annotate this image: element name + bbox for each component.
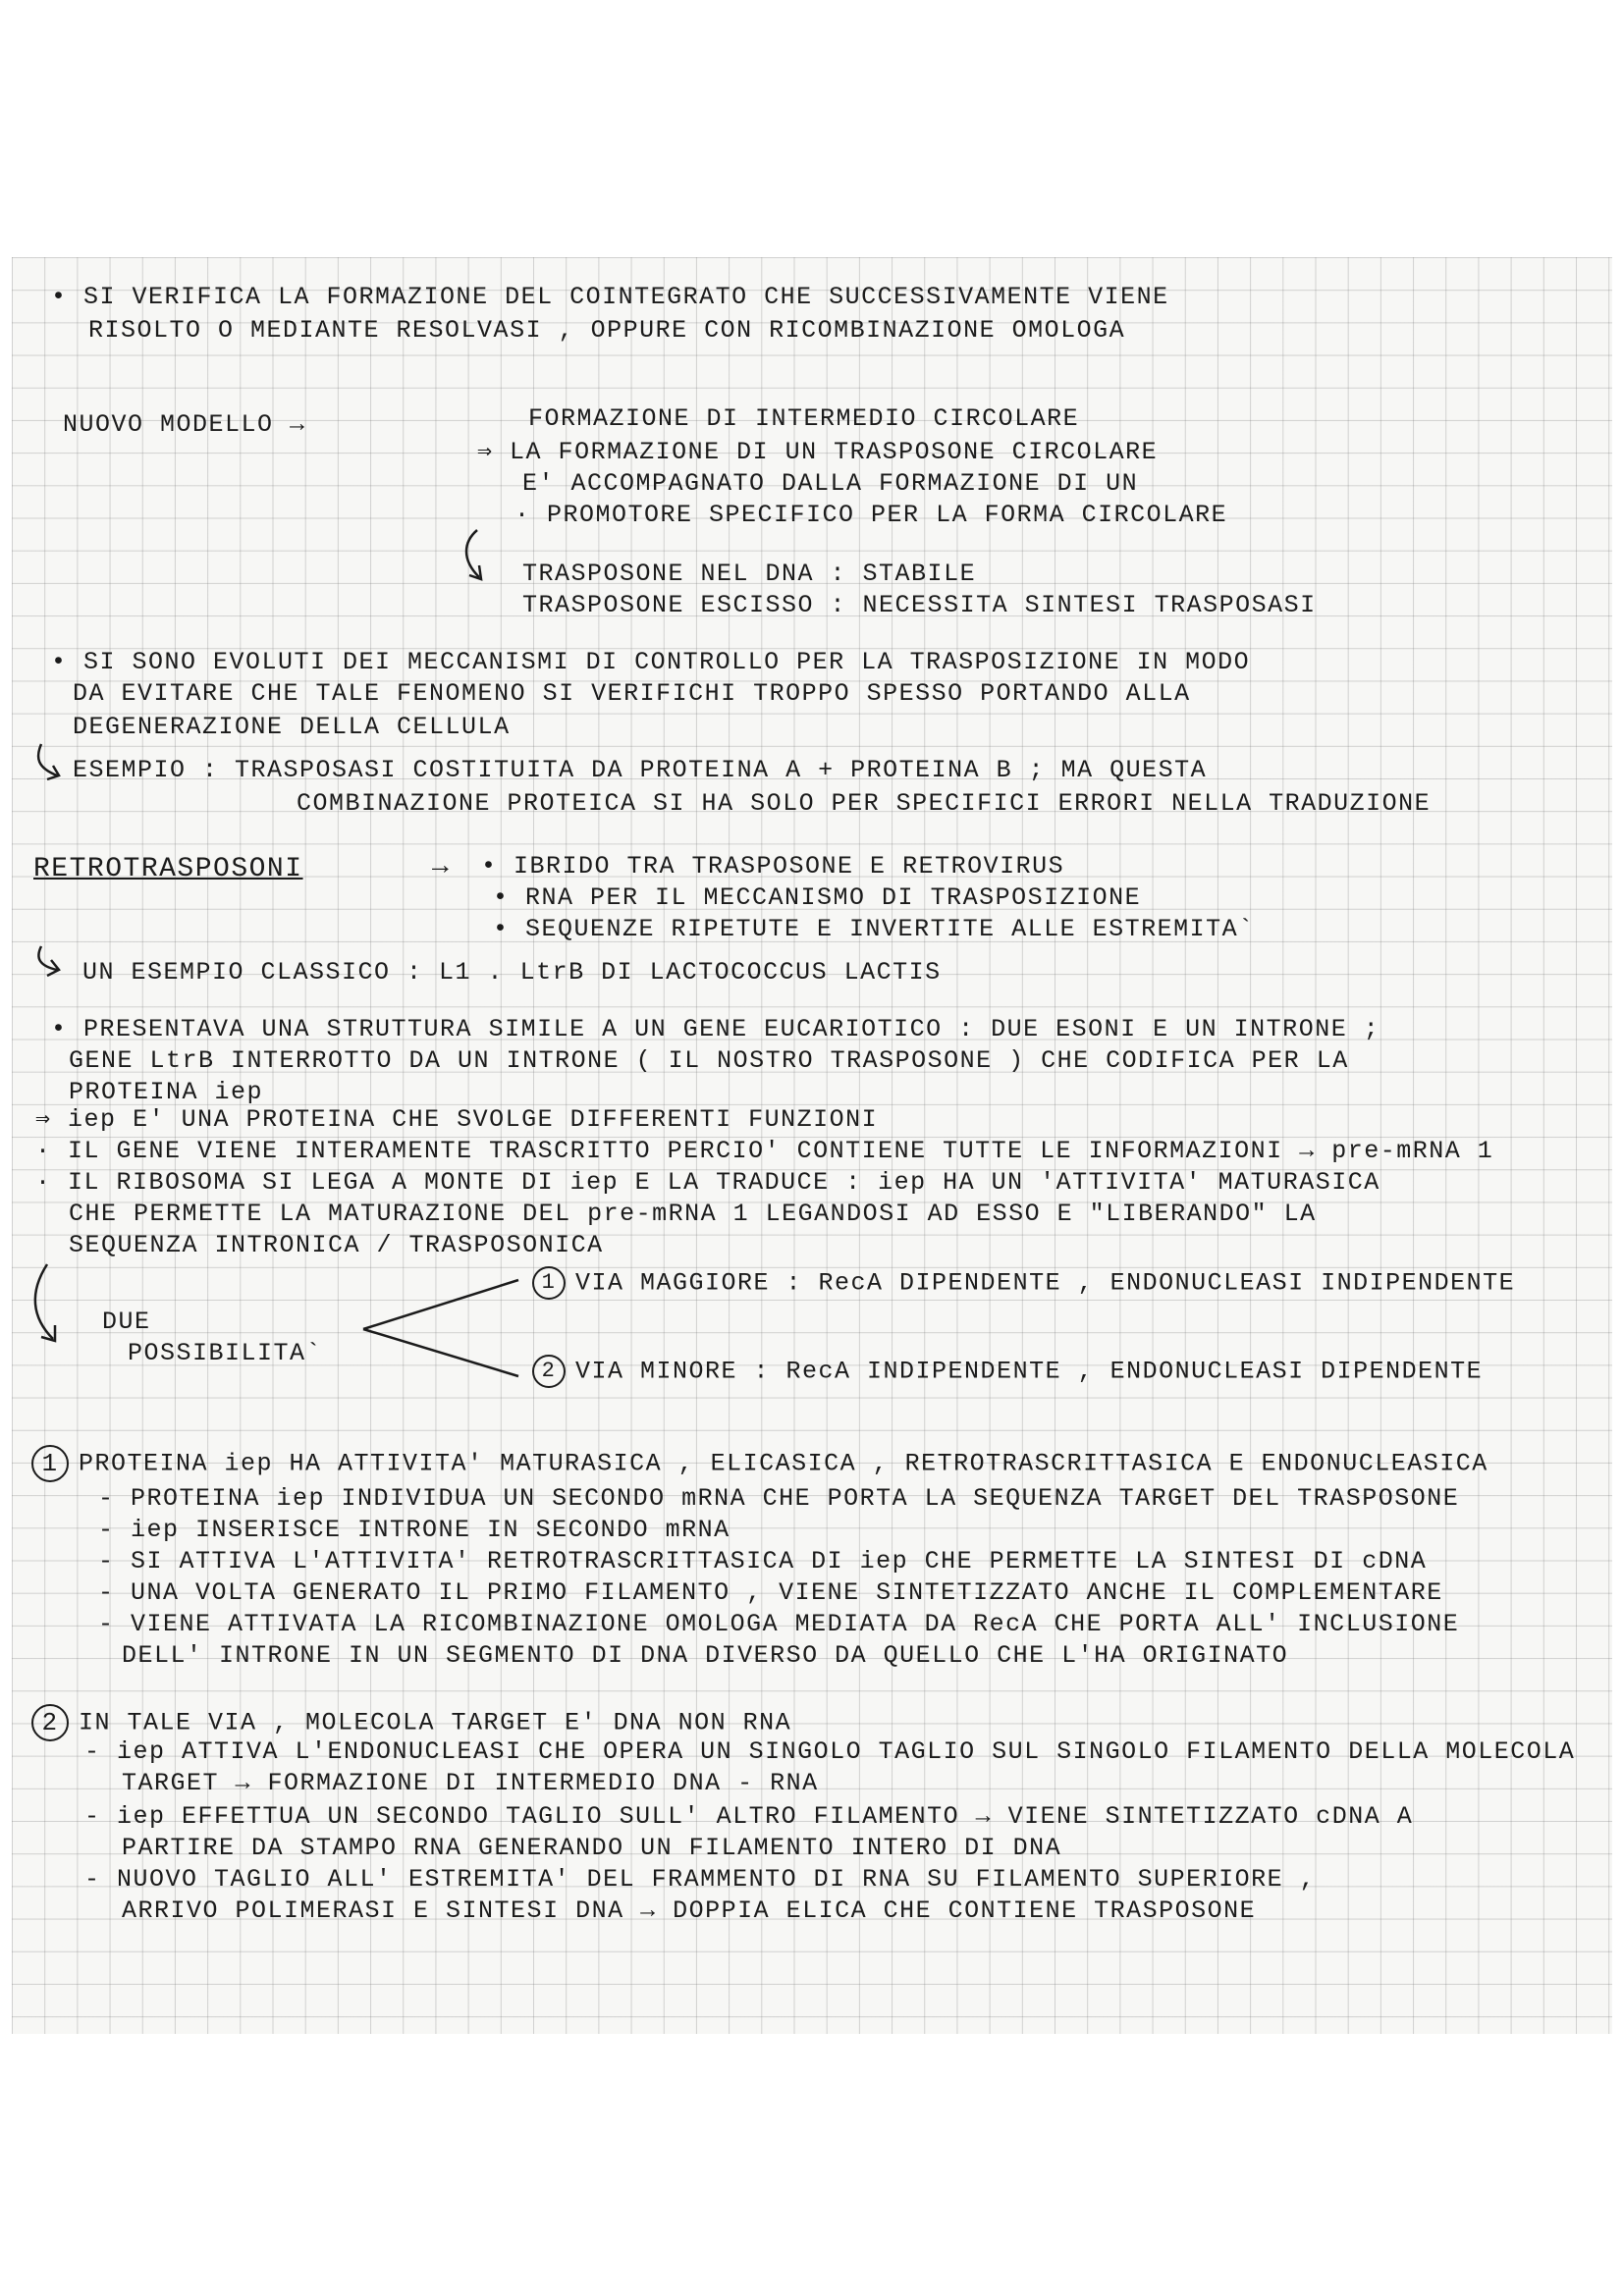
note-line: SEQUENZA INTRONICA / TRASPOSONICA [69, 1231, 604, 1259]
note-line: ESEMPIO : TRASPOSASI COSTITUITA DA PROTEINA A + PROTEINA B ; MA QUESTA [73, 756, 1208, 784]
note-line: · IL RIBOSOMA SI LEGA A MONTE DI iep E LA TRADUCE : iep HA UN 'ATTIVITA' MATURASICA [35, 1168, 1380, 1197]
number-2-circle: 2 [31, 1704, 69, 1741]
note-line: PROTEINA iep [69, 1078, 264, 1106]
number-2-circle: 2 [532, 1355, 566, 1388]
via-minore [532, 1355, 1483, 1388]
note-line: RISOLTO O MEDIANTE RESOLVASI , OPPURE CON RICOMBINAZIONE OMOLOGA [88, 316, 1126, 345]
note-line: COMBINAZIONE PROTEICA SI HA SOLO PER SPECIFICI ERRORI NELLA TRADUZIONE [297, 789, 1432, 818]
note-line: • SI VERIFICA LA FORMAZIONE DEL COINTEGRATO CHE SUCCESSIVAMENTE VIENE [51, 283, 1169, 311]
note-line: TRASPOSONE ESCISSO : NECESSITA SINTESI TRASPOSASI [522, 591, 1317, 619]
number-1-circle: 1 [31, 1445, 69, 1482]
note-line: DA EVITARE CHE TALE FENOMENO SI VERIFICHI TROPPO SPESSO PORTANDO ALLA [73, 679, 1191, 708]
note-line: - iep EFFETTUA UN SECONDO TAGLIO SULL' ALTRO FILAMENTO → VIENE SINTETIZZATO cDNA A [84, 1802, 1414, 1831]
note-line: CHE PERMETTE LA MATURAZIONE DEL pre-mRNA 1 LEGANDOSI AD ESSO E "LIBERANDO" LA [69, 1200, 1317, 1228]
via2-heading [31, 1704, 791, 1741]
note-line: GENE LtrB INTERROTTO DA UN INTRONE ( IL NOSTRO TRASPOSONE ) CHE CODIFICA PER LA [69, 1046, 1349, 1075]
curved-arrow-icon [456, 528, 495, 589]
note-line: PARTIRE DA STAMPO RNA GENERANDO UN FILAMENTO INTERO DI DNA [122, 1834, 1062, 1862]
note-line: TRASPOSONE NEL DNA : STABILE [522, 560, 977, 588]
note-line: - NUOVO TAGLIO ALL' ESTREMITA' DEL FRAMMENTO DI RNA SU FILAMENTO SUPERIORE , [84, 1865, 1317, 1894]
arrow-icon: → [432, 852, 451, 882]
note-line: DEGENERAZIONE DELLA CELLULA [73, 713, 511, 741]
note-line: ARRIVO POLIMERASI E SINTESI DNA → DOPPIA ELICA CHE CONTIENE TRASPOSONE [122, 1896, 1257, 1925]
note-line: E' ACCOMPAGNATO DALLA FORMAZIONE DI UN [522, 469, 1139, 498]
note-line: ⇒ iep E' UNA PROTEINA CHE SVOLGE DIFFERENTI FUNZIONI [35, 1105, 879, 1134]
note-line: DELL' INTRONE IN UN SEGMENTO DI DNA DIVERSO DA QUELLO CHE L'HA ORIGINATO [122, 1641, 1289, 1670]
note-line: - iep INSERISCE INTRONE IN SECONDO mRNA [98, 1516, 730, 1544]
branch-lines [361, 1272, 528, 1380]
note-line: - iep ATTIVA L'ENDONUCLEASI CHE OPERA UN SINGOLO TAGLIO SUL SINGOLO FILAMENTO DELLA MOLECOLA [84, 1737, 1576, 1766]
note-line: • SI SONO EVOLUTI DEI MECCANISMI DI CONTROLLO PER LA TRASPOSIZIONE IN MODO [51, 648, 1251, 676]
via-maggiore [532, 1266, 1515, 1300]
note-line: • SEQUENZE RIPETUTE E INVERTITE ALLE ESTREMITA` [493, 915, 1255, 943]
note-line: - PROTEINA iep INDIVIDUA UN SECONDO mRNA CHE PORTA LA SEQUENZA TARGET DEL TRASPOSONE [98, 1484, 1460, 1513]
note-line: • IBRIDO TRA TRASPOSONE E RETROVIRUS [481, 852, 1065, 881]
note-line: - VIENE ATTIVATA LA RICOMBINAZIONE OMOLOGA MEDIATA DA RecA CHE PORTA ALL' INCLUSIONE [98, 1610, 1460, 1638]
note-line: • PRESENTAVA UNA STRUTTURA SIMILE A UN GENE EUCARIOTICO : DUE ESONI E UN INTRONE ; [51, 1015, 1380, 1043]
via1-heading [31, 1445, 1488, 1482]
possibilita-label: DUE [102, 1308, 151, 1336]
note-line: FORMAZIONE DI INTERMEDIO CIRCOLARE [528, 404, 1080, 433]
note-line: - SI ATTIVA L'ATTIVITA' RETROTRASCRITTASICA DI iep CHE PERMETTE LA SINTESI DI cDNA [98, 1547, 1428, 1575]
curved-arrow-icon [33, 944, 67, 980]
note-line: - UNA VOLTA GENERATO IL PRIMO FILAMENTO , VIENE SINTETIZZATO ANCHE IL COMPLEMENTARE [98, 1578, 1443, 1607]
note-line: ⇒ LA FORMAZIONE DI UN TRASPOSONE CIRCOLARE [477, 438, 1159, 466]
note-line: · IL GENE VIENE INTERAMENTE TRASCRITTO PERCIO' CONTIENE TUTTE LE INFORMAZIONI → pre-mRNA 1 [35, 1137, 1494, 1165]
notebook-page [12, 257, 1612, 2034]
curved-arrow-icon [31, 742, 67, 785]
number-1-circle: 1 [532, 1266, 566, 1300]
curved-arrow-icon [27, 1262, 71, 1351]
section-heading: RETROTRASPOSONI [33, 854, 303, 884]
via-maggiore-text: VIA MAGGIORE : RecA DIPENDENTE , ENDONUCLEASI INDIPENDENTE [575, 1268, 1516, 1298]
via2-heading-text: IN TALE VIA , MOLECOLA TARGET E' DNA NON RNA [79, 1708, 792, 1737]
nuovo-modello-label: NUOVO MODELLO → [63, 410, 306, 439]
note-line: · PROMOTORE SPECIFICO PER LA FORMA CIRCOLARE [514, 501, 1228, 529]
possibilita-label: POSSIBILITA` [128, 1339, 323, 1367]
note-line: UN ESEMPIO CLASSICO : L1 . LtrB DI LACTOCOCCUS LACTIS [82, 958, 942, 987]
note-line: TARGET → FORMAZIONE DI INTERMEDIO DNA - RNA [122, 1769, 819, 1797]
via1-heading-text: PROTEINA iep HA ATTIVITA' MATURASICA , ELICASICA , RETROTRASCRITTASICA E ENDONUCLEASICA [79, 1449, 1488, 1478]
note-line: • RNA PER IL MECCANISMO DI TRASPOSIZIONE [493, 883, 1142, 912]
via-minore-text: VIA MINORE : RecA INDIPENDENTE , ENDONUCLEASI DIPENDENTE [575, 1357, 1484, 1386]
